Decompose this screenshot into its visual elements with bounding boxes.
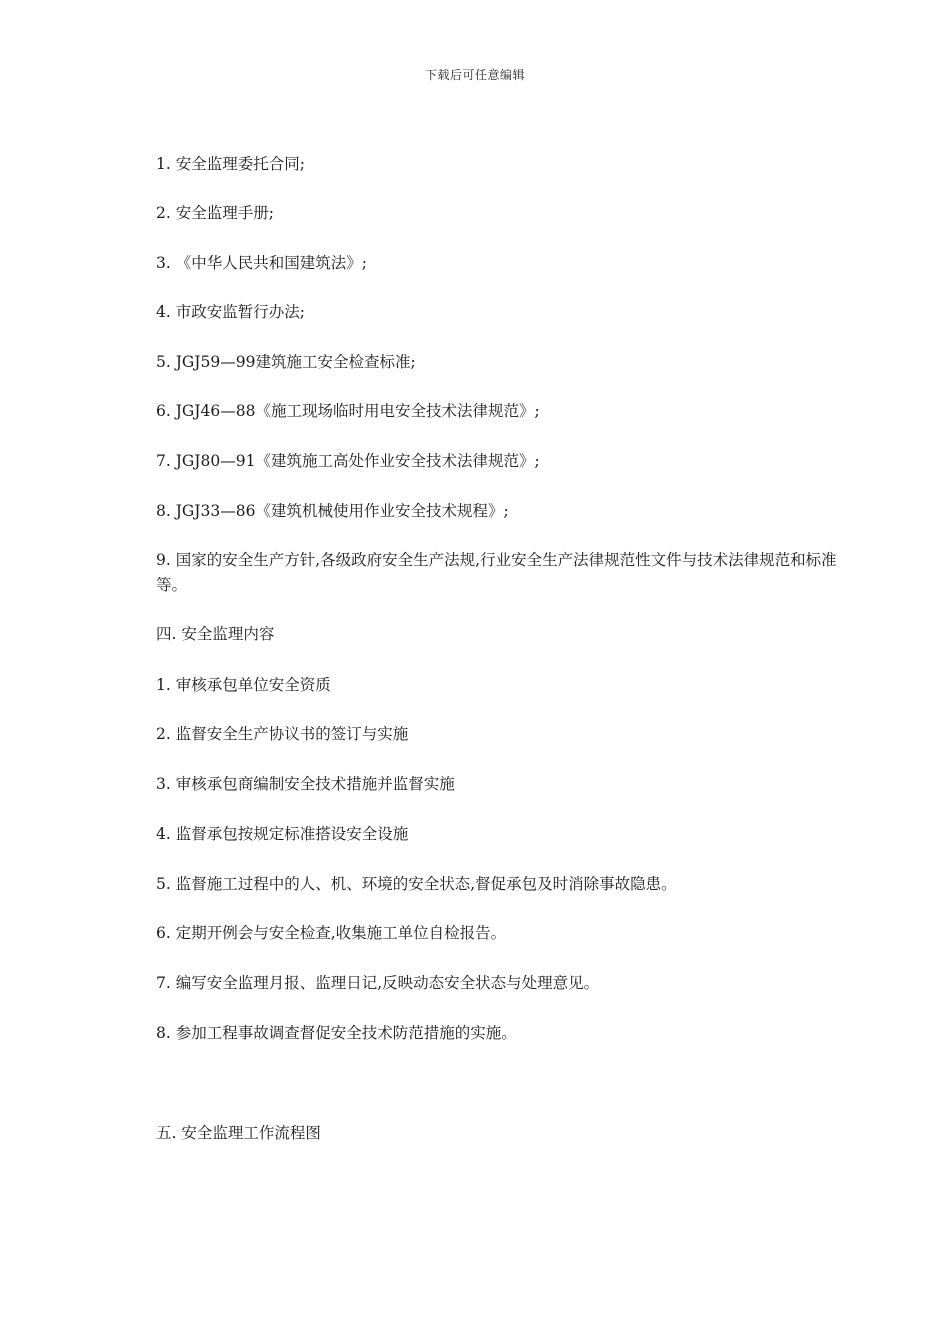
- content-item-8: 8. 参加工程事故调查督促安全技术防范措施的实施。: [156, 1024, 517, 1042]
- basis-item-6: 6. JGJ46—88《施工现场临时用电安全技术法律规范》;: [156, 402, 540, 420]
- content-item-1: 1. 审核承包单位安全资质: [156, 676, 331, 694]
- section-4-heading: 四. 安全监理内容: [156, 625, 275, 643]
- content-item-2: 2. 监督安全生产协议书的签订与实施: [156, 725, 409, 743]
- content-item-5: 5. 监督施工过程中的人、机、环境的安全状态,督促承包及时消除事故隐患。: [156, 875, 677, 893]
- basis-item-1: 1. 安全监理委托合同;: [156, 155, 305, 173]
- basis-item-5: 5. JGJ59—99建筑施工安全检查标准;: [156, 353, 416, 371]
- content-item-3: 3. 审核承包商编制安全技术措施并监督实施: [156, 775, 455, 793]
- basis-item-7: 7. JGJ80—91《建筑施工高处作业安全技术法律规范》;: [156, 452, 540, 470]
- content-item-6: 6. 定期开例会与安全检查,收集施工单位自检报告。: [156, 924, 507, 942]
- content-item-4: 4. 监督承包按规定标准搭设安全设施: [156, 825, 409, 843]
- basis-item-8: 8. JGJ33—86《建筑机械使用作业安全技术规程》;: [156, 502, 509, 520]
- content-item-7: 7. 编写安全监理月报、监理日记,反映动态安全状态与处理意见。: [156, 974, 600, 992]
- basis-item-2: 2. 安全监理手册;: [156, 204, 274, 222]
- basis-item-4: 4. 市政安监暂行办法;: [156, 303, 305, 321]
- basis-item-3: 3. 《中华人民共和国建筑法》;: [156, 254, 367, 272]
- page-header-note: 下载后可任意编辑: [424, 68, 525, 82]
- section-5-heading: 五. 安全监理工作流程图: [156, 1124, 321, 1142]
- basis-item-9: 9. 国家的安全生产方针,各级政府安全生产法规,行业安全生产法律规范性文件与技术法律规范和标准等。: [156, 551, 837, 594]
